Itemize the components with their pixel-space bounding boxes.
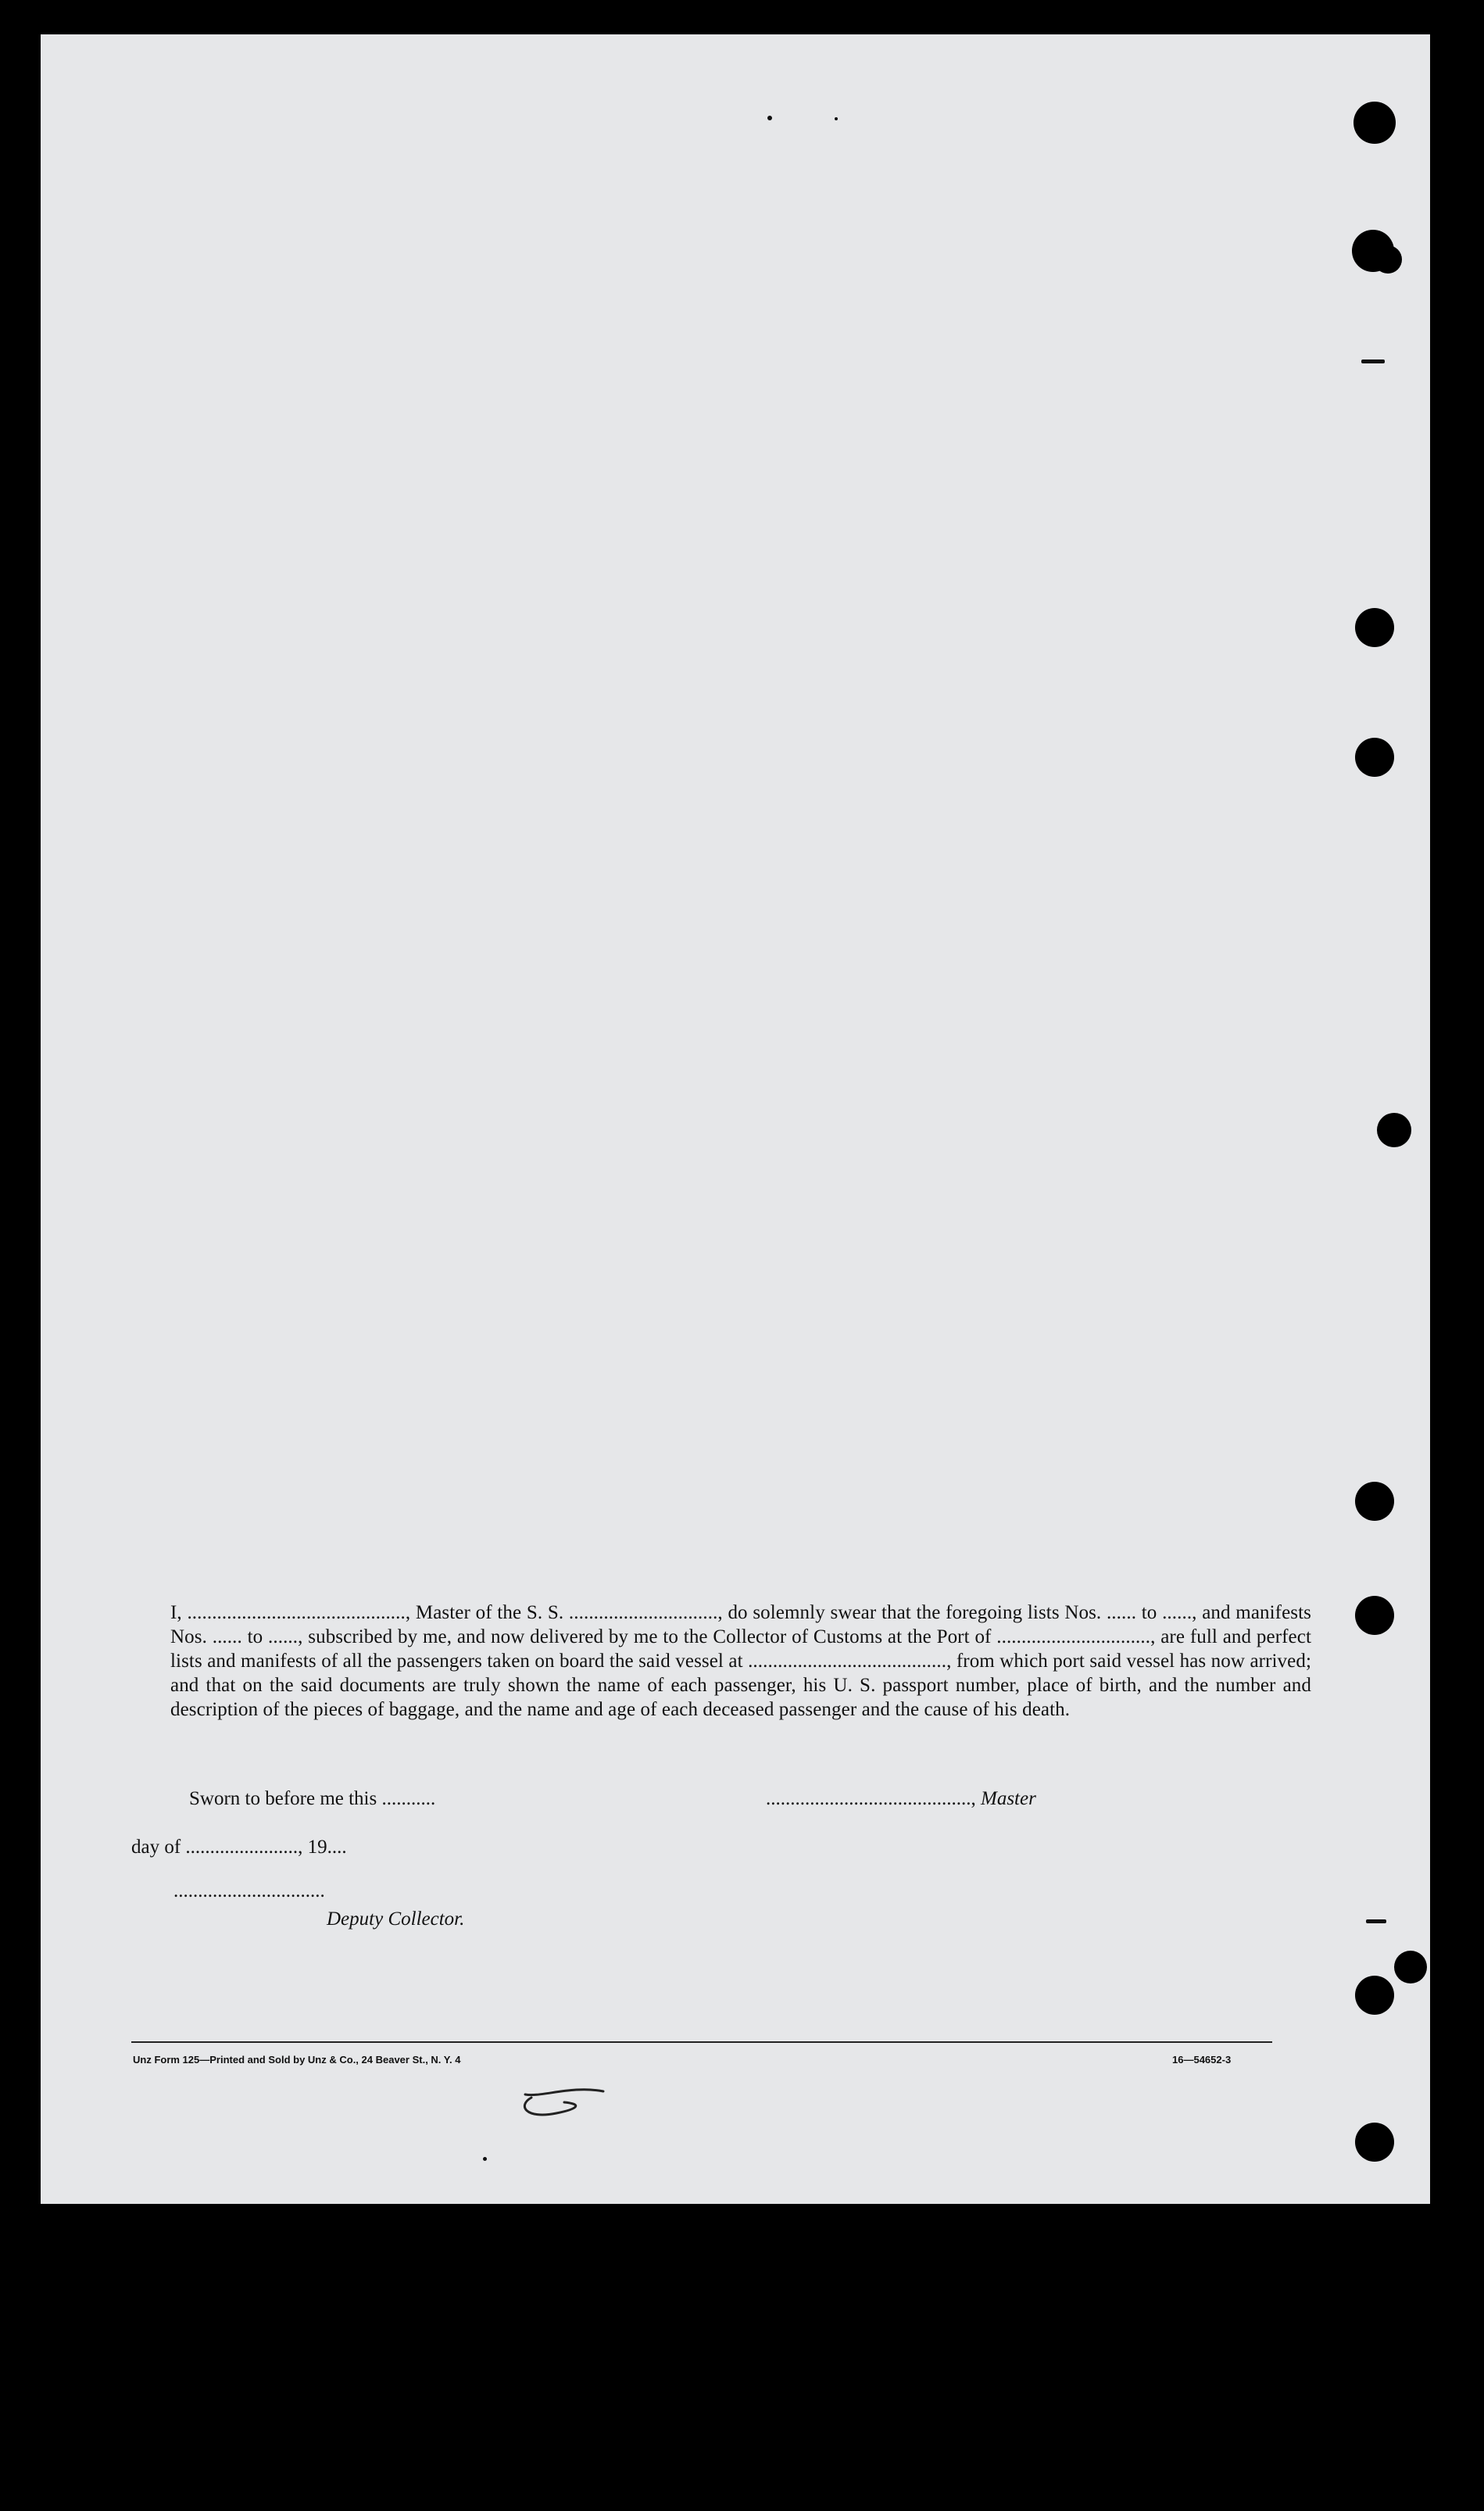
speck xyxy=(1361,359,1385,363)
master-label: Master xyxy=(981,1788,1036,1809)
speck xyxy=(835,117,838,120)
punch-hole xyxy=(1355,2123,1394,2162)
master-signature-line xyxy=(766,1788,1036,1810)
speck xyxy=(767,116,772,120)
punch-hole xyxy=(1377,1113,1411,1147)
sworn-line: Sworn to before me this ........... xyxy=(189,1788,436,1809)
punch-hole xyxy=(1355,738,1394,777)
master-dots: .........................................., xyxy=(766,1788,981,1809)
footer-left: Unz Form 125—Printed and Sold by Unz & Co., 24 Beaver St., N. Y. 4 xyxy=(133,2054,461,2066)
punch-hole xyxy=(1355,1482,1394,1521)
oath-text: I, ............................................, Master of the S. S. .............................., do solemnly swear that the foregoing lists Nos. ...... to ......, and manifests Nos. ...... to ......, subscribed by me, and now delivered by me to the Collector of Customs at the Port of ..............................., are full and perfect lists and manifests of all the passengers taken on board the said vessel at ........................................, from which port said vessel has now arrived; and that on the said documents are truly shown the name of each passenger, his U. S. passport number, place of birth, and the number and description of the pieces of baggage, and the name and age of each deceased passenger and the cause of his death. xyxy=(170,1602,1311,1720)
speck xyxy=(1366,1919,1386,1923)
footer-right: 16—54652-3 xyxy=(1172,2054,1232,2066)
punch-hole xyxy=(1355,608,1394,647)
oath-paragraph xyxy=(170,1601,1311,1722)
handwritten-mark xyxy=(510,2082,611,2129)
document-page xyxy=(41,34,1430,2204)
footer-rule xyxy=(131,2041,1272,2043)
punch-hole xyxy=(1355,1596,1394,1635)
punch-hole xyxy=(1374,245,1402,274)
day-line: day of ......................., 19.... xyxy=(131,1837,347,1858)
deputy-collector-label: Deputy Collector. xyxy=(327,1908,465,1930)
punch-hole xyxy=(1394,1951,1427,1983)
speck xyxy=(483,2157,487,2161)
deputy-dots: ............................... xyxy=(173,1880,325,1901)
punch-hole xyxy=(1355,1976,1394,2015)
punch-hole xyxy=(1353,102,1396,144)
